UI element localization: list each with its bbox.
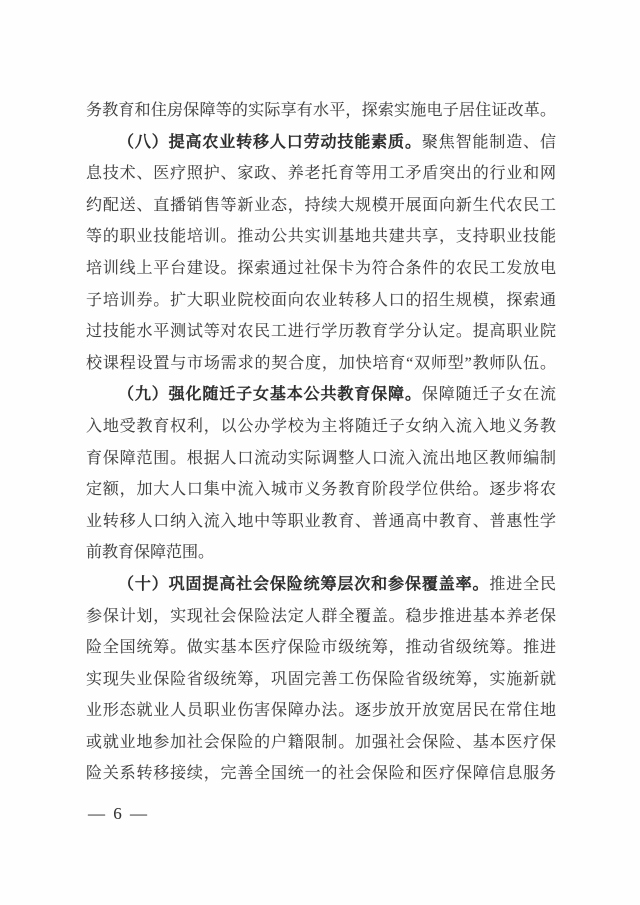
line-text: 聚焦智能制造、信 — [421, 133, 556, 151]
line-text: 保障随迁子女在流 — [421, 386, 556, 404]
line-text: 险关系转移接续，完善全国统一的社会保险和医疗保障信息服务 — [86, 765, 556, 783]
text-line — [86, 379, 556, 411]
page-number: — 6 — — [88, 804, 149, 823]
paragraph-heading: （十）巩固提高社会保险统筹层次和参保覆盖率。 — [118, 575, 490, 593]
line-text: 等的职业技能培训。推动公共实训基地共建共享，支持职业技能 — [86, 228, 556, 246]
text-line — [86, 506, 556, 538]
text-line — [86, 569, 556, 601]
text-line — [86, 190, 556, 222]
text-line — [86, 158, 556, 190]
line-text: 息技术、医疗照护、家政、养老托育等用工矛盾突出的行业和网 — [86, 165, 556, 183]
line-text: 前教育保障范围。 — [86, 544, 215, 562]
text-line — [86, 316, 556, 348]
line-text: 定额，加大人口集中流入城市义务教育阶段学位供给。逐步将农 — [86, 481, 556, 499]
line-text: 过技能水平测试等对农民工进行学历教育学分认定。提高职业院 — [86, 323, 556, 341]
line-text: 推进全民 — [489, 575, 556, 593]
text-line — [86, 727, 556, 759]
line-text: 入地受教育权利，以公办学校为主将随迁子女纳入流入地义务教 — [86, 417, 556, 435]
text-line — [86, 758, 556, 790]
paragraph-heading: （九）强化随迁子女基本公共教育保障。 — [118, 386, 422, 404]
line-text: 育保障范围。根据人口流动实际调整人口流入流出地区教师编制 — [86, 449, 556, 467]
text-line — [86, 253, 556, 285]
line-text: 约配送、直播销售等新业态，持续大规模开展面向新生代农民工 — [86, 196, 556, 214]
document-body — [86, 95, 556, 790]
line-text: 或就业地参加社会保险的户籍限制。加强社会保险、基本医疗保 — [86, 733, 556, 751]
text-line — [86, 411, 556, 443]
line-text: 校课程设置与市场需求的契合度，加快培育“双师型”教师队伍。 — [86, 354, 556, 372]
text-line — [86, 221, 556, 253]
text-line — [86, 348, 556, 380]
text-line — [86, 601, 556, 633]
line-text: 务教育和住房保障等的实际享有水平，探索实施电子居住证改革。 — [86, 102, 556, 119]
text-line — [86, 537, 556, 569]
text-line — [86, 95, 556, 127]
line-text: 业形态就业人员职业伤害保障办法。逐步放开放宽居民在常住地 — [86, 702, 556, 720]
text-line — [86, 664, 556, 696]
line-text: 实现失业保险省级统筹，巩固完善工伤保险省级统筹，实施新就 — [86, 670, 556, 688]
text-line — [86, 695, 556, 727]
line-text: 业转移人口纳入流入地中等职业教育、普通高中教育、普惠性学 — [86, 512, 556, 530]
text-line — [86, 474, 556, 506]
text-line — [86, 443, 556, 475]
paragraph-heading: （八）提高农业转移人口劳动技能素质。 — [118, 133, 422, 151]
line-text: 培训线上平台建设。探索通过社保卡为符合条件的农民工发放电 — [86, 259, 556, 277]
text-line — [86, 632, 556, 664]
line-text: 参保计划，实现社会保险法定人群全覆盖。稳步推进基本养老保 — [86, 607, 556, 625]
line-text: 子培训券。扩大职业院校面向农业转移人口的招生规模，探索通 — [86, 291, 556, 309]
text-line — [86, 127, 556, 159]
line-text: 险全国统筹。做实基本医疗保险市级统筹，推动省级统筹。推进 — [86, 639, 556, 657]
text-line — [86, 285, 556, 317]
